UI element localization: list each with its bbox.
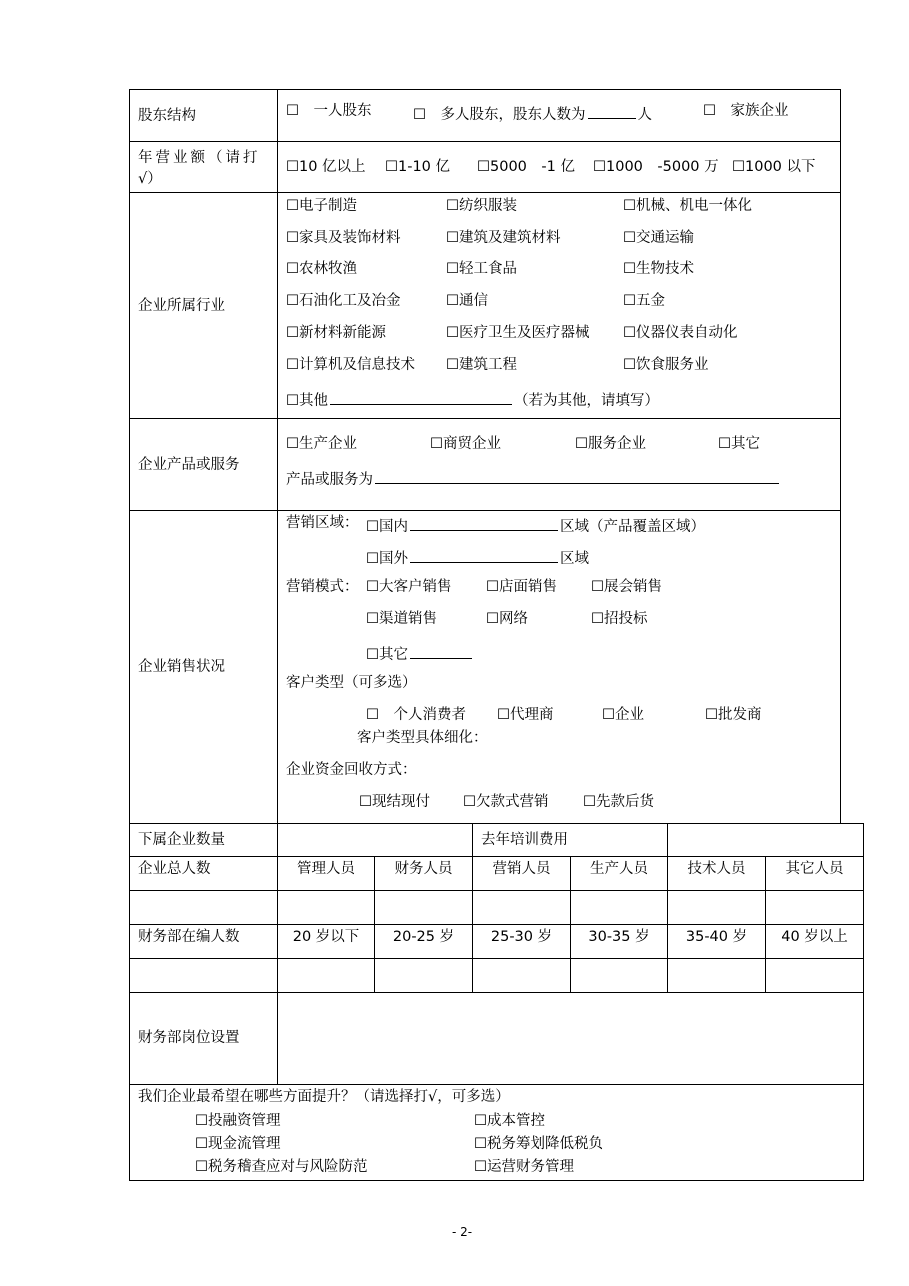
- rule: [129, 89, 841, 90]
- products-line: [286, 469, 781, 488]
- shareholder-count-blank[interactable]: [588, 104, 636, 119]
- region-domestic[interactable]: [366, 516, 705, 535]
- revenue-option[interactable]: ☐5000 -1 亿: [477, 159, 575, 175]
- domestic-blank[interactable]: [410, 516, 558, 531]
- option-family-business[interactable]: ☐ 家族企业: [703, 103, 789, 119]
- region-foreign-suffix: 区域: [560, 551, 589, 567]
- age-column: 40 岁以上: [781, 929, 848, 945]
- customer-label: 客户类型（可多选）: [286, 675, 417, 691]
- sales-label: 企业销售状况: [138, 659, 225, 675]
- option-multi-shareholders-text: ☐ 多人股东，股东人数为: [413, 107, 586, 123]
- sales-mode-option[interactable]: ☐招投标: [591, 611, 648, 627]
- industry-option[interactable]: ☐医疗卫生及医疗器械: [446, 325, 590, 341]
- customer-option[interactable]: ☐代理商: [497, 707, 554, 723]
- industry-option[interactable]: ☐建筑及建筑材料: [446, 230, 561, 246]
- headcount-column: 管理人员: [297, 861, 355, 877]
- industry-other[interactable]: [286, 390, 659, 409]
- rule: [863, 823, 864, 1181]
- revenue-option[interactable]: ☐1000 以下: [732, 159, 816, 175]
- rule: [374, 856, 375, 993]
- revenue-option[interactable]: ☐1-10 亿: [385, 159, 451, 175]
- revenue-label-line1: 年营业额（请打: [138, 150, 261, 166]
- sales-mode-option[interactable]: ☐店面销售: [486, 579, 557, 595]
- sales-mode-option[interactable]: ☐展会销售: [591, 579, 662, 595]
- industry-option[interactable]: ☐建筑工程: [446, 357, 517, 373]
- region-domestic-suffix: 区域（产品覆盖区域）: [560, 519, 705, 535]
- products-label: 企业产品或服务: [138, 457, 240, 473]
- improve-option[interactable]: ☐运营财务管理: [474, 1159, 574, 1175]
- products-line-text: 产品或服务为: [286, 472, 373, 488]
- region-label: 营销区域：: [286, 515, 359, 531]
- region-foreign[interactable]: [366, 548, 589, 567]
- subsidiaries-label: 下属企业数量: [138, 832, 225, 848]
- rule: [129, 418, 841, 419]
- headcount-column: 技术人员: [687, 861, 746, 877]
- rule: [129, 924, 864, 925]
- revenue-option[interactable]: ☐10 亿以上: [286, 159, 366, 175]
- industry-option[interactable]: ☐通信: [446, 293, 488, 309]
- rule: [570, 856, 571, 993]
- rule: [129, 992, 864, 993]
- payment-label: 企业资金回收方式：: [286, 762, 417, 778]
- rule: [667, 823, 668, 857]
- headcount-column: 生产人员: [590, 861, 648, 877]
- sales-mode-other[interactable]: [366, 644, 474, 663]
- industry-option[interactable]: ☐石油化工及冶金: [286, 293, 401, 309]
- rule: [129, 89, 130, 1181]
- improve-option[interactable]: ☐税务筹划降低税负: [474, 1136, 603, 1152]
- revenue-option[interactable]: ☐1000 -5000 万: [593, 159, 719, 175]
- rule: [129, 192, 841, 193]
- rule: [129, 856, 864, 857]
- industry-label: 企业所属行业: [138, 298, 225, 314]
- age-column: 20-25 岁: [392, 929, 455, 945]
- sales-mode-option[interactable]: ☐大客户销售: [366, 579, 452, 595]
- customer-detail: 客户类型具体细化：: [357, 730, 488, 746]
- rule: [129, 510, 841, 511]
- customer-option[interactable]: ☐ 个人消费者: [366, 707, 466, 723]
- industry-option[interactable]: ☐电子制造: [286, 198, 357, 214]
- improve-question: 我们企业最希望在哪些方面提升？（请选择打√，可多选）: [138, 1089, 510, 1105]
- training-label: 去年培训费用: [481, 832, 568, 848]
- finance-staff-label: 财务部在编人数: [138, 929, 240, 945]
- shareholders-label: 股东结构: [138, 108, 196, 124]
- headcount-column: 营销人员: [492, 861, 551, 877]
- industry-option[interactable]: ☐纺织服装: [446, 198, 517, 214]
- age-column: 25-30 岁: [490, 929, 553, 945]
- industry-option[interactable]: ☐生物技术: [623, 261, 694, 277]
- improve-option[interactable]: ☐税务稽查应对与风险防范: [195, 1159, 368, 1175]
- age-column: 20 岁以下: [292, 929, 360, 945]
- revenue-label-line2: √）: [138, 171, 162, 187]
- payment-option[interactable]: ☐现结现付: [359, 794, 430, 810]
- option-multi-shareholders[interactable]: [413, 104, 652, 123]
- industry-option[interactable]: ☐轻工食品: [446, 261, 517, 277]
- mode-other-blank[interactable]: [410, 644, 472, 659]
- age-column: 35-40 岁: [685, 929, 748, 945]
- headcount-column: 其它人员: [785, 861, 844, 877]
- product-type-option[interactable]: ☐商贸企业: [430, 436, 501, 452]
- industry-option[interactable]: ☐农林牧渔: [286, 261, 357, 277]
- option-single-shareholder[interactable]: ☐ 一人股东: [286, 103, 372, 119]
- rule: [129, 890, 864, 891]
- sales-mode-other-text: ☐其它: [366, 647, 408, 663]
- product-type-option[interactable]: ☐生产企业: [286, 436, 357, 452]
- industry-option[interactable]: ☐机械、机电一体化: [623, 198, 752, 214]
- mode-label: 营销模式：: [286, 579, 359, 595]
- headcount-label: 企业总人数: [138, 861, 211, 877]
- customer-option[interactable]: ☐企业: [602, 707, 644, 723]
- rule: [472, 856, 473, 993]
- rule: [765, 856, 766, 993]
- payment-option[interactable]: ☐先款后货: [583, 794, 654, 810]
- industry-option[interactable]: ☐家具及装饰材料: [286, 230, 401, 246]
- industry-other-note: （若为其他，请填写）: [514, 393, 659, 409]
- industry-option[interactable]: ☐饮食服务业: [623, 357, 709, 373]
- region-domestic-text: ☐国内: [366, 519, 408, 535]
- rule: [129, 141, 841, 142]
- rule: [129, 1180, 864, 1181]
- option-multi-shareholders-unit: 人: [637, 107, 652, 123]
- foreign-blank[interactable]: [410, 548, 558, 563]
- age-column: 30-35 岁: [588, 929, 650, 945]
- rule: [129, 823, 864, 824]
- region-foreign-text: ☐国外: [366, 551, 408, 567]
- improve-option[interactable]: ☐投融资管理: [195, 1113, 281, 1129]
- rule: [129, 958, 864, 959]
- rule: [840, 89, 841, 824]
- improve-option[interactable]: ☐成本管控: [474, 1113, 545, 1129]
- industry-other-blank[interactable]: [330, 390, 512, 405]
- product-type-option[interactable]: ☐其它: [718, 436, 760, 452]
- rule: [129, 1084, 864, 1085]
- industry-option[interactable]: ☐新材料新能源: [286, 325, 386, 341]
- rule: [667, 856, 668, 993]
- payment-option[interactable]: ☐欠款式营销: [463, 794, 549, 810]
- customer-option[interactable]: ☐批发商: [705, 707, 762, 723]
- product-type-option[interactable]: ☐服务企业: [575, 436, 646, 452]
- sales-mode-option[interactable]: ☐渠道销售: [366, 611, 437, 627]
- page-number: - 2-: [452, 1225, 473, 1239]
- sales-mode-option[interactable]: ☐网络: [486, 611, 528, 627]
- industry-option[interactable]: ☐交通运输: [623, 230, 694, 246]
- finance-posts-label: 财务部岗位设置: [138, 1030, 240, 1046]
- industry-other-text: ☐其他: [286, 393, 328, 409]
- industry-option[interactable]: ☐仪器仪表自动化: [623, 325, 738, 341]
- products-blank[interactable]: [375, 469, 779, 484]
- headcount-column: 财务人员: [394, 861, 453, 877]
- improve-option[interactable]: ☐现金流管理: [195, 1136, 281, 1152]
- industry-option[interactable]: ☐计算机及信息技术: [286, 357, 415, 373]
- rule: [472, 823, 473, 857]
- industry-option[interactable]: ☐五金: [623, 293, 665, 309]
